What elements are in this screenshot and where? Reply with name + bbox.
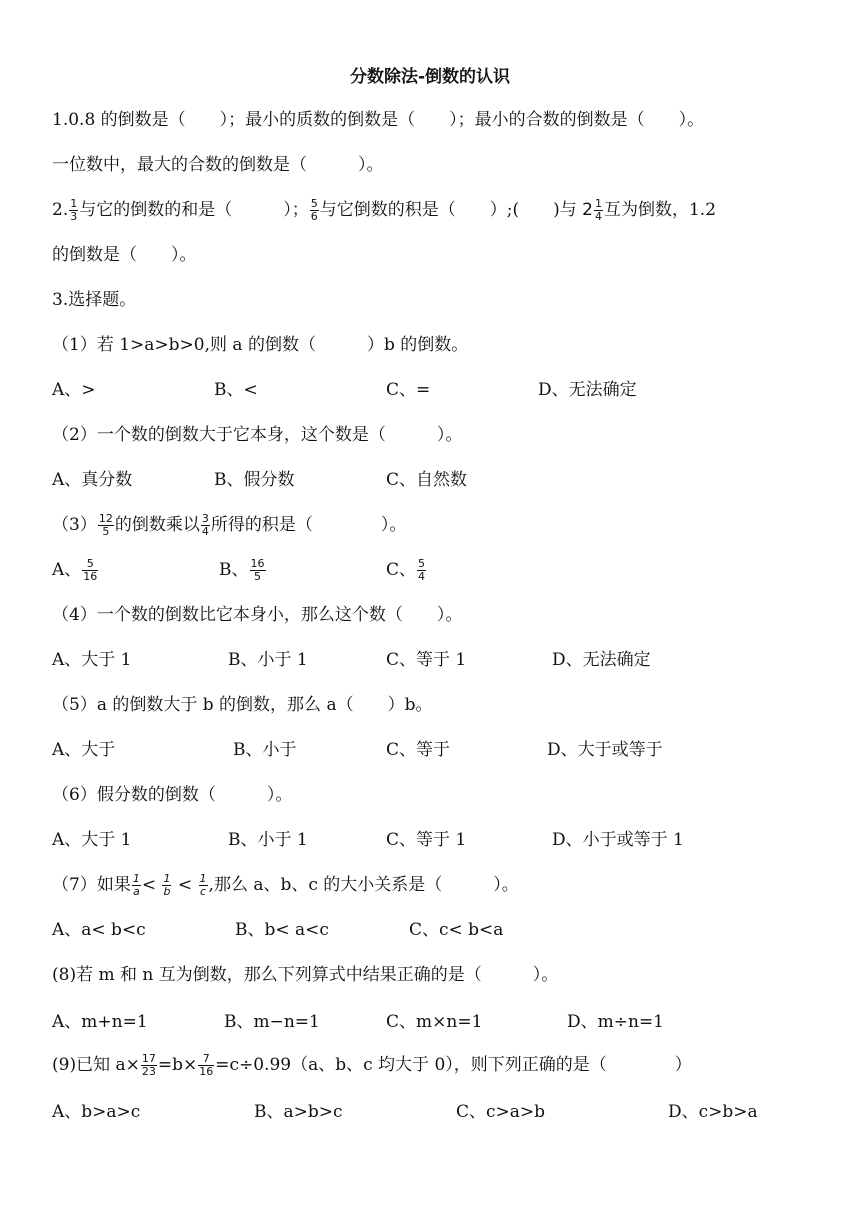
q3-3-option-c: C、 $\frac{5}{4}$: [386, 557, 426, 583]
q3-7-option-b: B、b< a<c: [235, 920, 329, 940]
q3-2-option-b: B、假分数: [214, 470, 295, 490]
q3-6-option-a: A、大于 1: [52, 830, 132, 850]
q3-1-option-a: A、>: [52, 380, 96, 400]
q3-1-option-d: D、无法确定: [538, 380, 637, 400]
q3-8-option-c: C、m×n=1: [386, 1012, 483, 1032]
q3-9-stem: (9)已知 a× $\frac{17}{23}$ =b× $\frac{7}{16}$ =c÷0.99（a、b、c 均大于 0），则下列正确的是（ ）: [52, 1052, 692, 1078]
q3-5-option-c: C、等于: [386, 740, 451, 760]
q3-6-option-c: C、等于 1: [386, 830, 467, 850]
q3-4-option-a: A、大于 1: [52, 650, 132, 670]
q3-7-fraction-1-over-a: $\frac{1}{a}$: [132, 872, 140, 898]
q1-line2: 一位数中，最大的合数的倒数是（ ）。: [52, 155, 384, 175]
q3-5-stem: （5）a 的倒数大于 b 的倒数，那么 a（ ）b。: [52, 695, 433, 715]
q3-6-option-b: B、小于 1: [228, 830, 308, 850]
q3-2-stem: （2）一个数的倒数大于它本身，这个数是（ ）。: [52, 425, 463, 445]
q3-7-fraction-1-over-b: $\frac{1}{b}$: [163, 872, 171, 898]
q2-prefix: 2.: [52, 200, 69, 220]
q2-mixed-whole: 2: [582, 200, 593, 220]
q3-7-fraction-1-over-c: $\frac{1}{c}$: [199, 872, 207, 898]
q3-9-option-a: A、b>a>c: [52, 1102, 141, 1122]
q3-3-fraction-three-quarters: $\frac{3}{4}$: [201, 512, 209, 538]
q2-line2: 的倒数是（ ）。: [52, 245, 197, 265]
q3-7-option-c: C、c< b<a: [409, 920, 504, 940]
q3-5-option-d: D、大于或等于: [547, 740, 663, 760]
q3-2-option-a: A、真分数: [52, 470, 133, 490]
q3-5-option-b: B、小于: [233, 740, 297, 760]
q3-9-option-b: B、a>b>c: [254, 1102, 343, 1122]
q3-8-option-d: D、m÷n=1: [567, 1012, 665, 1032]
q3-3-option-a: A、 $\frac{5}{16}$: [52, 557, 98, 583]
q3-6-stem: （6）假分数的倒数（ ）。: [52, 785, 293, 805]
q2-text2: 与它倒数的积是（ ）;( )与: [319, 200, 583, 220]
q3-2-option-c: C、自然数: [386, 470, 468, 490]
q3-7-stem: （7）如果 $\frac{1}{a}$ < $\frac{1}{b}$ < $\frac{1}{c}$ ,那么 a、b、c 的大小关系是（ ）。: [52, 872, 519, 898]
q3-4-option-d: D、无法确定: [552, 650, 651, 670]
q2-text3: 互为倒数，1.2: [603, 200, 717, 220]
q3-8-option-a: A、m+n=1: [52, 1012, 148, 1032]
q3-8-option-b: B、m−n=1: [224, 1012, 320, 1032]
q3-4-option-c: C、等于 1: [386, 650, 467, 670]
q2-fraction-one-third: $\frac{1}{3}$: [70, 197, 78, 223]
q3-1-option-c: C、=: [386, 380, 431, 400]
q2-fraction-five-sixths: $\frac{5}{6}$: [310, 197, 318, 223]
q3-3-stem: （3） $\frac{12}{5}$ 的倒数乘以 $\frac{3}{4}$ 所得的积是（ ）。: [52, 512, 407, 538]
q2-text1: 与它的倒数的和是（ ）；: [79, 200, 309, 220]
page-title: 分数除法-倒数的认识: [349, 67, 511, 87]
q3-3-fraction-twelve-fifths: $\frac{12}{5}$: [98, 512, 113, 538]
q3-6-option-d: D、小于或等于 1: [552, 830, 684, 850]
q3-3-option-b: B、 $\frac{16}{5}$: [219, 557, 265, 583]
q3-4-option-b: B、小于 1: [228, 650, 308, 670]
q3-8-stem: (8)若 m 和 n 互为倒数，那么下列算式中结果正确的是（ ）。: [52, 965, 559, 985]
q1-line1: 1.0.8 的倒数是（ ）；最小的质数的倒数是（ ）；最小的合数的倒数是（ ）。: [52, 110, 705, 130]
q3-9-option-d: D、c>b>a: [668, 1102, 758, 1122]
q3-5-option-a: A、大于: [52, 740, 116, 760]
q3-7-option-a: A、a< b<c: [52, 920, 146, 940]
q3-9-fraction-17-23: $\frac{17}{23}$: [141, 1052, 156, 1078]
q3-4-stem: （4）一个数的倒数比它本身小，那么这个数（ ）。: [52, 605, 463, 625]
q3-heading: 3.选择题。: [52, 290, 137, 310]
q2-fraction-one-quarter: $\frac{1}{4}$: [594, 197, 602, 223]
q2-line1: [52, 198, 716, 223]
q3-1-stem: （1）若 1>a>b>0,则 a 的倒数（ ）b 的倒数。: [52, 335, 469, 355]
q3-1-option-b: B、<: [214, 380, 258, 400]
q3-9-fraction-7-16: $\frac{7}{16}$: [199, 1052, 214, 1078]
q3-9-option-c: C、c>a>b: [456, 1102, 546, 1122]
